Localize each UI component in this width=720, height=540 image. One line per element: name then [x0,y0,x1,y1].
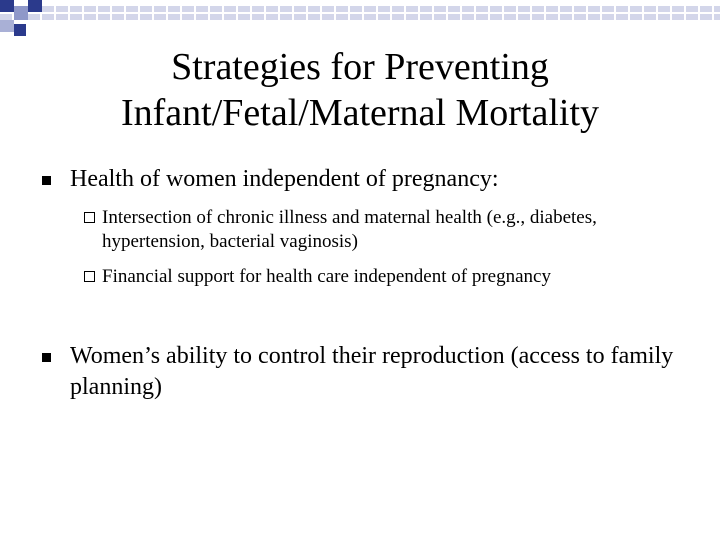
title-line-1: Strategies for Preventing [171,46,549,88]
checkbox-bullet-icon [84,212,95,223]
subbullet-text-2: Financial support for health care independent of pregnancy [102,266,551,287]
corner-decoration [0,0,720,40]
checkbox-bullet-icon [84,271,95,282]
bullet-text-1: Health of women independent of pregnancy: [70,166,499,192]
slide-title [60,44,660,136]
square-bullet-icon [42,176,51,185]
subbullet-text-1: Intersection of chronic illness and maternal health (e.g., diabetes, hypertension, bacterial vaginosis) [102,207,597,252]
square-bullet-icon [42,353,51,362]
bullet-text-2: Women’s ability to control their reproduction (access to family planning) [70,343,674,400]
title-line-2: Infant/Fetal/Maternal Mortality [120,92,600,134]
